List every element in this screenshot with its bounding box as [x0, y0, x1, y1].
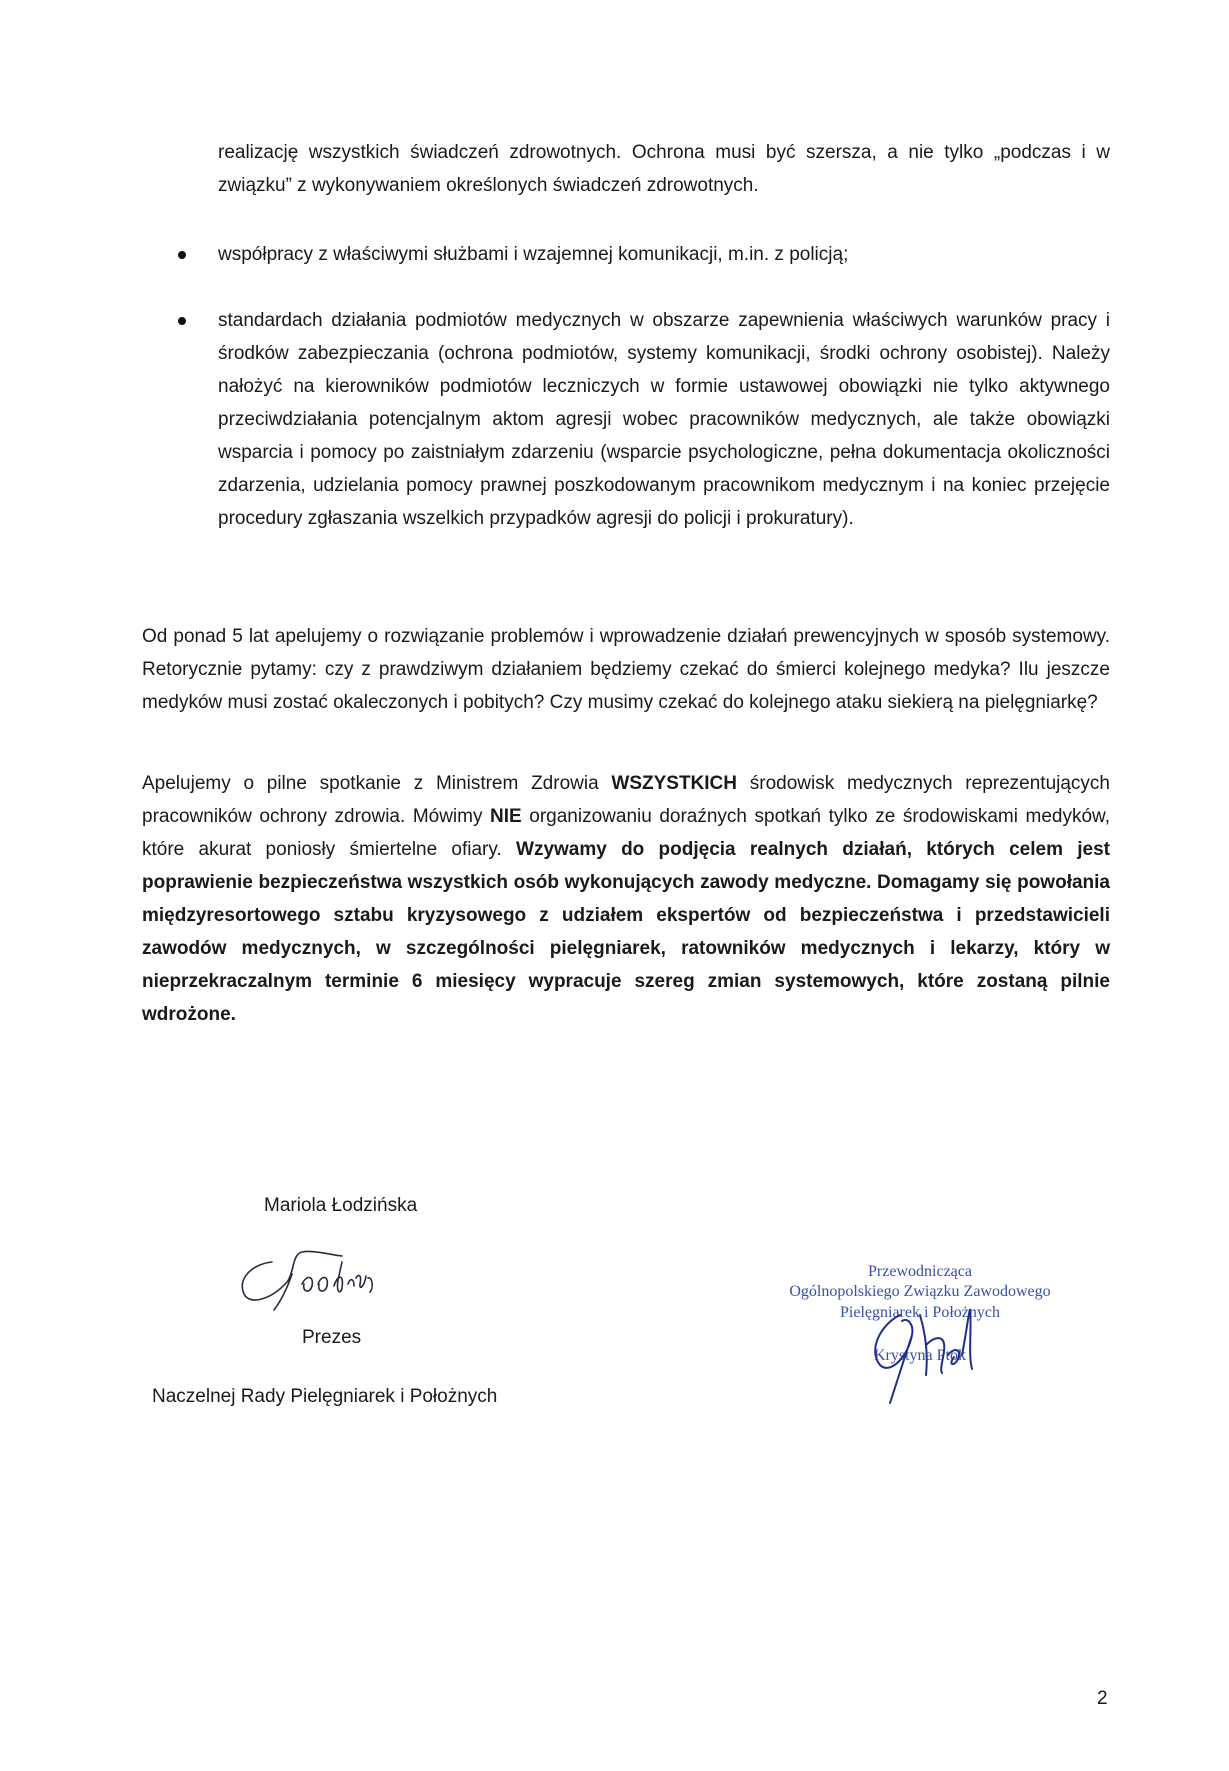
stamp-line-name: Krystyna Ptok	[874, 1347, 966, 1364]
paragraph-demands-text: Apelujemy o pilne spotkanie z Ministrem Zdrowia	[142, 773, 612, 794]
stamp-line-title: Przewodnicząca	[868, 1263, 972, 1280]
paragraph-demands-text: organizowaniu doraźnych spotkań tylko ze środowiskami medyków, które akurat poniosły śmiertelne ofiary.	[142, 806, 1110, 860]
continuation-text: realizację wszystkich świadczeń zdrowotnych. Ochrona musi być szersza, a nie tylko „podczas i w związku” z wykonywaniem określonych świadczeń zdrowotnych.	[218, 142, 1110, 196]
paragraph-demands	[142, 767, 1110, 1031]
emphasis-all: WSZYSTKICH	[611, 773, 737, 794]
bullet-item-standards	[218, 304, 1110, 535]
handwritten-signature-left	[232, 1244, 392, 1314]
signatory-name: Mariola Łodzińska	[264, 1195, 418, 1216]
handwritten-signature-right	[850, 1295, 980, 1405]
bullet-icon	[178, 251, 186, 259]
signatory-title: Prezes	[302, 1327, 362, 1348]
bullet-icon	[178, 317, 186, 325]
bullet-text: standardach działania podmiotów medycznych w obszarze zapewnienia właściwych warunków pracy i środków zabezpieczania (ochrona podmiotów, systemy komunikacji, środki ochrony osobistej). Należy nałożyć na kierowników podmiotów leczniczych w formie ustawowej obowiązki nie tylko aktywnego przeciwdziałania potencjalnym aktom agresji wobec pracowników medycznych, ale także obowiązki wsparcia i pomocy po zaistniałym zdarzeniu (wsparcie psychologiczne, pełna dokumentacja okoliczności zdarzenia, udzielania pomocy prawnej poszkodowanym pracownikom medycznym i na koniec przejęcie procedury zgłaszania wszelkich przypadków agresji do policji i prokuratury).	[218, 310, 1110, 529]
emphasis-no: NIE	[490, 806, 522, 827]
stamp-line-profession: Pielęgniarek i Położnych	[840, 1304, 1000, 1321]
emphasis-call-to-action: Wzywamy do podjęcia realnych działań, których celem jest poprawienie bezpieczeństwa wszystkich osób wykonujących zawody medyczne. Domagamy się powołania międzyresortowego sztabu kryzysowego z udziałem ekspertów od bezpieczeństwa i przedstawicieli zawodów medycznych, w szczególności pielęgniarek, ratowników medycznych i lekarzy, który w nieprzekraczalnym terminie 6 miesięcy wypracuje szereg zmian systemowych, które zostaną pilnie wdrożone.	[142, 839, 1110, 1025]
paragraph-appeal: Od ponad 5 lat apelujemy o rozwiązanie problemów i wprowadzenie działań prewencyjnych w sposób systemowy. Retorycznie pytamy: czy z prawdziwym działaniem będziemy czekać do śmierci kolejnego medyka? Ilu jeszcze medyków musi zostać okaleczonych i pobitych? Czy musimy czekać do kolejnego ataku siekierą na pielęgniarkę?	[142, 626, 1110, 713]
paragraph-demands-text: środowisk medycznych reprezentujących pracowników ochrony zdrowia. Mówimy	[142, 773, 1110, 827]
signatory-organization: Naczelnej Rady Pielęgniarek i Położnych	[152, 1386, 498, 1407]
bullet-item-cooperation	[218, 238, 1110, 271]
stamp-line-union: Ogólnopolskiego Związku Zawodowego	[789, 1283, 1051, 1300]
page-number: 2	[1097, 1688, 1108, 1709]
bullet-text: współpracy z właściwymi służbami i wzajemnej komunikacji, m.in. z policją;	[218, 244, 849, 265]
